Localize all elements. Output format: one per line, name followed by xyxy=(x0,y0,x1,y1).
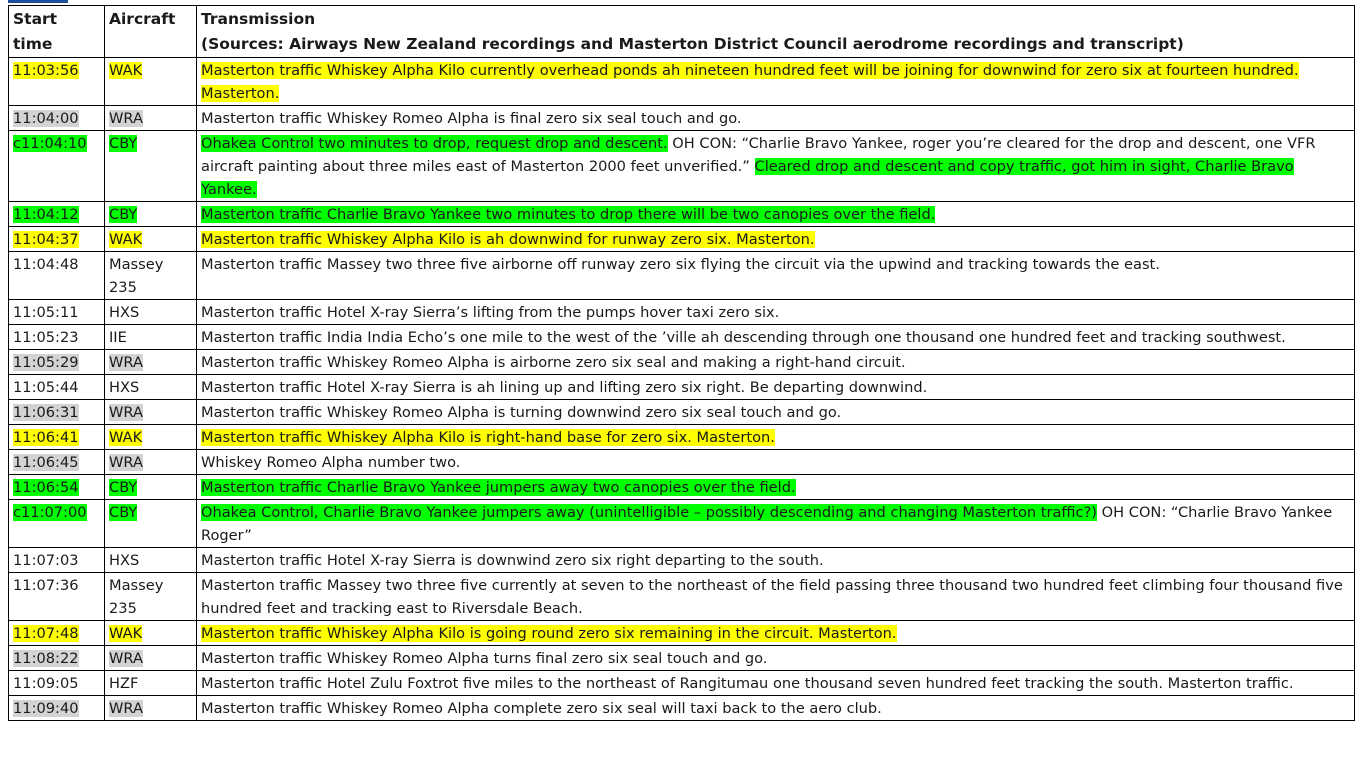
start-time-text: 11:05:11 xyxy=(13,304,79,321)
cell-aircraft xyxy=(105,548,197,573)
table-body xyxy=(9,58,1355,721)
transmission-text: Whiskey Romeo Alpha number two. xyxy=(201,454,461,471)
transmission-text: Masterton traffic Charlie Bravo Yankee two minutes to drop there will be two canopies over the field. xyxy=(201,206,936,223)
cell-aircraft xyxy=(105,325,197,350)
transmission-text: Masterton traffic Massey two three five currently at seven to the northeast of the field passing three thousand two hundred feet climbing four thousand five hundred feet and tracking east to Riversdale Beach. xyxy=(201,577,1343,617)
table-row xyxy=(9,475,1355,500)
cell-transmission xyxy=(197,425,1355,450)
cell-aircraft xyxy=(105,475,197,500)
cell-aircraft xyxy=(105,450,197,475)
cell-start-time xyxy=(9,475,105,500)
aircraft-text: HXS xyxy=(109,379,140,396)
start-time-text: 11:04:12 xyxy=(13,206,79,223)
cell-transmission xyxy=(197,400,1355,425)
table-row xyxy=(9,202,1355,227)
cell-start-time xyxy=(9,131,105,202)
cell-transmission xyxy=(197,325,1355,350)
table-row xyxy=(9,646,1355,671)
start-time-text: 11:04:48 xyxy=(13,256,79,273)
cell-aircraft xyxy=(105,621,197,646)
aircraft-text: HXS xyxy=(109,304,140,321)
aircraft-text: WRA xyxy=(109,354,143,371)
table-row xyxy=(9,573,1355,621)
aircraft-text: CBY xyxy=(109,206,138,223)
table-row xyxy=(9,300,1355,325)
aircraft-text: CBY xyxy=(109,479,138,496)
table-row xyxy=(9,548,1355,573)
cell-transmission xyxy=(197,671,1355,696)
cell-aircraft xyxy=(105,425,197,450)
start-time-text: 11:05:23 xyxy=(13,329,79,346)
start-time-text: 11:09:40 xyxy=(13,700,79,717)
cell-transmission xyxy=(197,300,1355,325)
table-row xyxy=(9,325,1355,350)
cell-transmission xyxy=(197,106,1355,131)
aircraft-text: WRA xyxy=(109,650,143,667)
start-time-text: 11:06:45 xyxy=(13,454,79,471)
table-row xyxy=(9,621,1355,646)
table-row xyxy=(9,425,1355,450)
cell-start-time xyxy=(9,106,105,131)
start-time-text: 11:06:31 xyxy=(13,404,79,421)
cell-aircraft xyxy=(105,106,197,131)
cell-transmission xyxy=(197,475,1355,500)
aircraft-text: CBY xyxy=(109,504,138,521)
table-row xyxy=(9,375,1355,400)
transmission-text: Masterton traffic Whiskey Alpha Kilo is ah downwind for runway zero six. Masterton. xyxy=(201,231,815,248)
transmission-text: Masterton traffic Hotel X-ray Sierra is ah lining up and lifting zero six right. Be departing downwind. xyxy=(201,379,928,396)
cell-transmission xyxy=(197,621,1355,646)
transmission-text: Masterton traffic Whiskey Alpha Kilo is going round zero six remaining in the circuit. Masterton. xyxy=(201,625,897,642)
transmission-text: OH CON: “Charlie Bravo Yankee Roger” xyxy=(201,504,1333,544)
transmission-text: Masterton traffic Massey two three five airborne off runway zero six flying the circuit via the upwind and tracking towards the east. xyxy=(201,256,1160,273)
cell-aircraft xyxy=(105,202,197,227)
cell-start-time xyxy=(9,621,105,646)
start-time-text: 11:06:41 xyxy=(13,429,79,446)
start-time-text: 11:05:29 xyxy=(13,354,79,371)
cell-start-time xyxy=(9,375,105,400)
cell-transmission xyxy=(197,500,1355,548)
cell-start-time xyxy=(9,696,105,721)
aircraft-text: WAK xyxy=(109,231,143,248)
start-time-text: c11:04:10 xyxy=(13,135,87,152)
cell-aircraft xyxy=(105,227,197,252)
cell-transmission xyxy=(197,573,1355,621)
aircraft-text: IIE xyxy=(109,329,127,346)
aircraft-text: WAK xyxy=(109,625,143,642)
start-time-text: 11:06:54 xyxy=(13,479,79,496)
cell-transmission xyxy=(197,696,1355,721)
table-row xyxy=(9,696,1355,721)
cell-transmission xyxy=(197,202,1355,227)
start-time-text: 11:03:56 xyxy=(13,62,79,79)
cell-start-time xyxy=(9,58,105,106)
start-time-text: 11:07:36 xyxy=(13,577,79,594)
start-time-text: 11:04:37 xyxy=(13,231,79,248)
transmission-text: Masterton traffic Hotel X-ray Sierra is downwind zero six right departing to the south. xyxy=(201,552,824,569)
cell-aircraft xyxy=(105,58,197,106)
transmission-text: Masterton traffic Charlie Bravo Yankee jumpers away two canopies over the field. xyxy=(201,479,796,496)
cell-aircraft xyxy=(105,350,197,375)
cell-aircraft xyxy=(105,300,197,325)
aircraft-text: WRA xyxy=(109,110,143,127)
start-time-text: 11:07:48 xyxy=(13,625,79,642)
cell-start-time xyxy=(9,202,105,227)
cell-aircraft xyxy=(105,252,197,300)
start-time-text: c11:07:00 xyxy=(13,504,87,521)
header-transmission xyxy=(197,6,1355,58)
cell-transmission xyxy=(197,131,1355,202)
cell-transmission xyxy=(197,58,1355,106)
header-transmission-title: Transmission xyxy=(201,10,316,28)
cell-transmission xyxy=(197,350,1355,375)
cell-start-time xyxy=(9,450,105,475)
cell-transmission xyxy=(197,646,1355,671)
aircraft-text: HXS xyxy=(109,552,140,569)
aircraft-text: WRA xyxy=(109,700,143,717)
transmission-text: Masterton traffic Hotel Zulu Foxtrot five miles to the northeast of Rangitumau one thousand seven hundred feet tracking the south. Masterton traffic. xyxy=(201,675,1294,692)
aircraft-text: CBY xyxy=(109,135,138,152)
cell-start-time xyxy=(9,252,105,300)
transmission-text: Masterton traffic India India Echo’s one mile to the west of the ’ville ah descending through one thousand one hundred feet and tracking southwest. xyxy=(201,329,1286,346)
cell-start-time xyxy=(9,646,105,671)
table-row xyxy=(9,671,1355,696)
aircraft-text: WRA xyxy=(109,404,143,421)
start-time-text: 11:04:00 xyxy=(13,110,79,127)
table-row xyxy=(9,106,1355,131)
transmission-text: Ohakea Control, Charlie Bravo Yankee jumpers away (unintelligible – possibly descending and changing Masterton traffic?) xyxy=(201,504,1098,521)
cell-start-time xyxy=(9,548,105,573)
header-start-time: Start time xyxy=(9,6,105,58)
transmission-text: Cleared drop and descent and copy traffic, got him in sight, Charlie Bravo Yankee. xyxy=(201,158,1294,198)
cell-start-time xyxy=(9,425,105,450)
transmission-text: Ohakea Control two minutes to drop, request drop and descent. xyxy=(201,135,668,152)
cell-start-time xyxy=(9,671,105,696)
start-time-text: 11:05:44 xyxy=(13,379,79,396)
cell-transmission xyxy=(197,227,1355,252)
cell-transmission xyxy=(197,252,1355,300)
aircraft-text: WAK xyxy=(109,62,143,79)
transmission-text: Masterton traffic Whiskey Romeo Alpha complete zero six seal will taxi back to the aero club. xyxy=(201,700,882,717)
aircraft-text: Massey 235 xyxy=(109,577,164,617)
transmission-text: Masterton traffic Hotel X-ray Sierra’s lifting from the pumps hover taxi zero six. xyxy=(201,304,780,321)
table-row xyxy=(9,500,1355,548)
radio-transmissions-table xyxy=(8,5,1355,721)
header-aircraft: Aircraft xyxy=(105,6,197,58)
start-time-text: 11:07:03 xyxy=(13,552,79,569)
cell-aircraft xyxy=(105,375,197,400)
table-row xyxy=(9,131,1355,202)
transmission-text: Masterton traffic Whiskey Alpha Kilo currently overhead ponds ah nineteen hundred feet will be joining for downwind for zero six at fourteen hundred. Masterton. xyxy=(201,62,1299,102)
cell-start-time xyxy=(9,227,105,252)
table-row xyxy=(9,450,1355,475)
cell-transmission xyxy=(197,548,1355,573)
cell-start-time xyxy=(9,573,105,621)
table-header-row xyxy=(9,6,1355,58)
transmission-text: Masterton traffic Whiskey Alpha Kilo is right-hand base for zero six. Masterton. xyxy=(201,429,775,446)
cell-start-time xyxy=(9,300,105,325)
table-row xyxy=(9,350,1355,375)
table-row xyxy=(9,58,1355,106)
cell-transmission xyxy=(197,450,1355,475)
start-time-text: 11:08:22 xyxy=(13,650,79,667)
cell-aircraft xyxy=(105,671,197,696)
aircraft-text: WRA xyxy=(109,454,143,471)
cell-start-time xyxy=(9,350,105,375)
transmission-text: Masterton traffic Whiskey Romeo Alpha is airborne zero six seal and making a right-hand circuit. xyxy=(201,354,906,371)
table-row xyxy=(9,252,1355,300)
cell-start-time xyxy=(9,500,105,548)
table-row xyxy=(9,227,1355,252)
aircraft-text: HZF xyxy=(109,675,139,692)
cell-start-time xyxy=(9,400,105,425)
transmission-text: Masterton traffic Whiskey Romeo Alpha is final zero six seal touch and go. xyxy=(201,110,742,127)
transmission-text: Masterton traffic Whiskey Romeo Alpha turns final zero six seal touch and go. xyxy=(201,650,768,667)
cell-start-time xyxy=(9,325,105,350)
aircraft-text: Massey 235 xyxy=(109,256,164,296)
cell-transmission xyxy=(197,375,1355,400)
cell-aircraft xyxy=(105,573,197,621)
header-sources: (Sources: Airways New Zealand recordings and Masterton District Council aerodrome recordings and transcript) xyxy=(201,35,1184,53)
cell-aircraft xyxy=(105,400,197,425)
aircraft-text: WAK xyxy=(109,429,143,446)
transmission-text: Masterton traffic Whiskey Romeo Alpha is turning downwind zero six seal touch and go. xyxy=(201,404,842,421)
cell-aircraft xyxy=(105,131,197,202)
cell-aircraft xyxy=(105,500,197,548)
transmission-text: OH CON: “Charlie Bravo Yankee, roger you’re cleared for the drop and descent, one VFR aircraft painting about three miles east of Masterton 2000 feet unverified.” xyxy=(201,135,1316,175)
cell-aircraft xyxy=(105,696,197,721)
start-time-text: 11:09:05 xyxy=(13,675,79,692)
cell-aircraft xyxy=(105,646,197,671)
table-row xyxy=(9,400,1355,425)
